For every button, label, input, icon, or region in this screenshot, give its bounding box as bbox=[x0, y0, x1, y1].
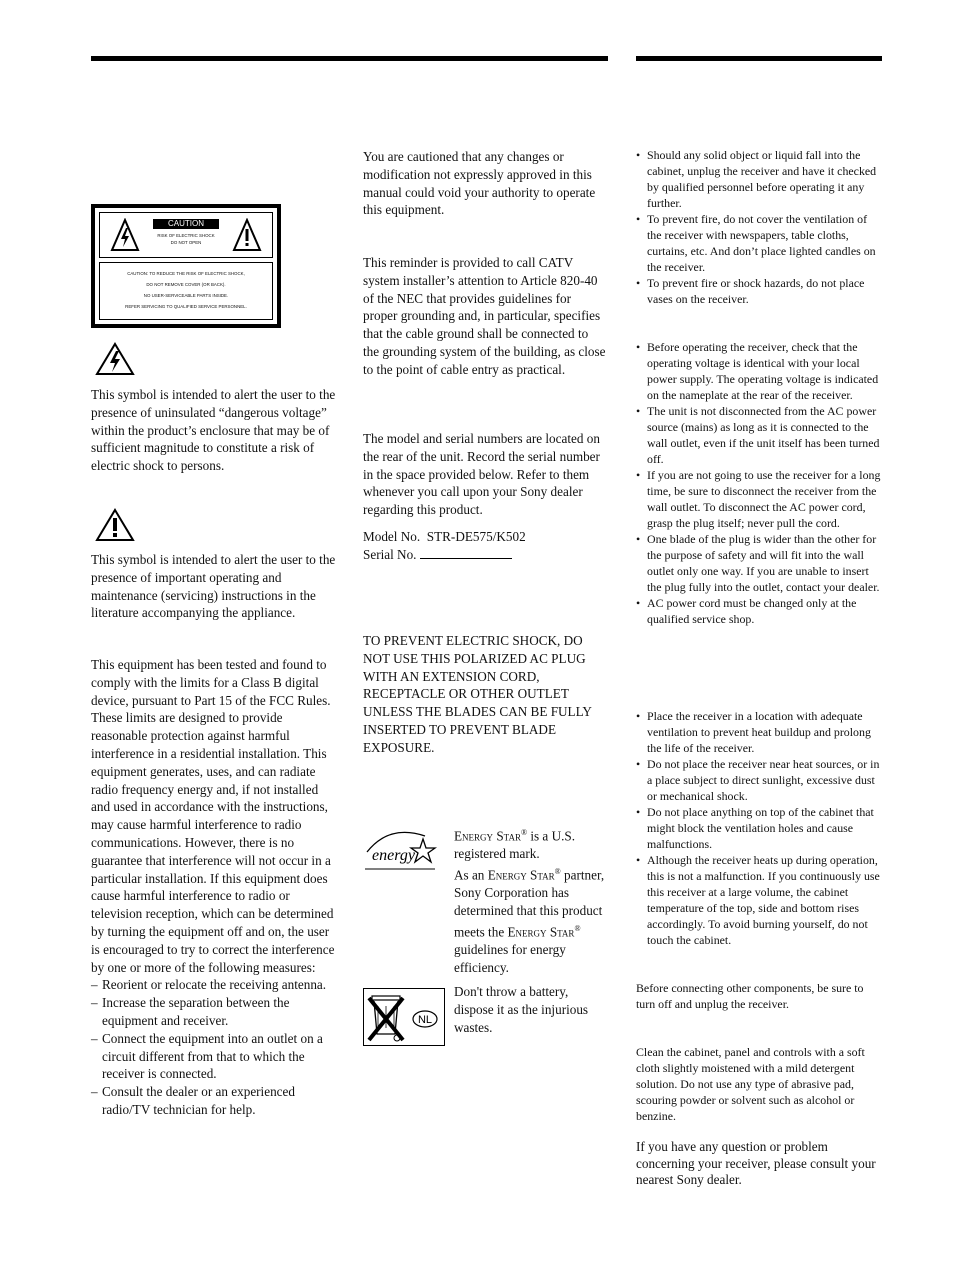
fcc-paragraph-2: These limits are designed to provide reasonable protection against harmful interference in a residential installation. This equipment generates, uses, and can radiate radio frequency energy and, if not installed and used in accordance with the instructions, may cause harmful interference to radio communications. However, there is no guarantee that interference will not occur in a particular installation. If this equipment does cause harmful interference to radio or television reception, which can be determined by turning the equipment off and on, the user is encouraged to try to correct the interference by one or more of the following measures: bbox=[91, 710, 335, 975]
energy-partner-text: partner, Sony Corporation has determined that this product meets the bbox=[454, 867, 605, 940]
battery-logo-text: NL bbox=[417, 1014, 433, 1026]
list-item: • To prevent fire or shock hazards, do not place vases on the receiver. bbox=[636, 275, 882, 307]
list-item: • One blade of the plug is wider than the other for the purpose of safety and will fit into the wall outlet only one way. If you are unable to insert the plug fully into the outlet, contact your dealer. bbox=[636, 531, 882, 595]
serial-number-line bbox=[363, 546, 607, 564]
battery-text bbox=[454, 983, 606, 1036]
caution-label-title: CAUTION bbox=[153, 219, 219, 229]
list-item: • Should any solid object or liquid fall into the cabinet, unplug the receiver and have it checked by qualified personnel before operating it any further. bbox=[636, 147, 882, 211]
lightning-paragraph: This symbol is intended to alert the user to the presence of uninsulated “dangerous voltage” within the product’s enclosure that may be of sufficient magnitude to constitute a risk of electric shock to persons. bbox=[91, 387, 336, 474]
list-item: – Increase the separation between the equipment and receiver. bbox=[91, 994, 336, 1030]
energy-mark-text: is a U.S. registered mark. bbox=[454, 828, 576, 862]
caution-label-line: DO NOT REMOVE COVER (OR BACK). bbox=[146, 282, 226, 287]
registered-mark: ® bbox=[574, 923, 581, 933]
serial-number-label: Serial No. bbox=[363, 546, 417, 562]
lightning-triangle-icon bbox=[95, 342, 135, 376]
caution-label-sub1: RISK OF ELECTRIC SHOCK bbox=[157, 233, 215, 238]
fcc-measures-list bbox=[91, 976, 336, 1118]
serial-number-blank bbox=[420, 546, 512, 559]
model-number-value: STR-DE575/K502 bbox=[426, 528, 526, 544]
connecting-section bbox=[636, 980, 882, 1012]
fcc-paragraph-1: This equipment has been tested and found to comply with the limits for a Class B digital device, pursuant to Part 15 of the FCC Rules. bbox=[91, 657, 331, 708]
power-section bbox=[636, 339, 882, 627]
list-item: • AC power cord must be changed only at the qualified service shop. bbox=[636, 595, 882, 627]
list-item: – Reorient or relocate the receiving antenna. bbox=[91, 976, 336, 994]
energy-star-text bbox=[454, 824, 606, 977]
left-header-rule bbox=[91, 56, 608, 61]
energy-star-logo bbox=[363, 822, 439, 872]
caution-label-text bbox=[99, 262, 273, 320]
cleaning-section bbox=[636, 1044, 882, 1124]
power-list bbox=[636, 339, 882, 627]
list-item: • The unit is not disconnected from the AC power source (mains) as long as it is connected to the wall outlet, even if the unit itself has been turned off. bbox=[636, 403, 882, 467]
caution-label-line: CAUTION: TO REDUCE THE RISK OF ELECTRIC SHOCK, bbox=[127, 271, 245, 276]
safety-list bbox=[636, 147, 882, 307]
list-item: • Do not place the receiver near heat sources, or in a place subject to direct sunlight, excessive dust or mechanical shock. bbox=[636, 756, 882, 804]
energy-star-term: Energy Star bbox=[507, 924, 575, 940]
closing-note bbox=[636, 1139, 882, 1189]
registered-mark: ® bbox=[554, 866, 561, 876]
battery-paragraph: Don't throw a battery, dispose it as the injurious wastes. bbox=[454, 984, 589, 1035]
caution-label-sub2: DO NOT OPEN bbox=[170, 240, 202, 245]
caution-label-top bbox=[99, 212, 273, 258]
right-header-rule bbox=[636, 56, 882, 61]
list-item: • Although the receiver heats up during operation, this is not a malfunction. If you continuously use this receiver at a large volume, the cabinet temperature of the top, side and bottom rises accordingly. To avoid burning yourself, do not touch the cabinet. bbox=[636, 852, 882, 948]
registered-mark: ® bbox=[520, 828, 528, 837]
polarized-plug-warning bbox=[363, 632, 607, 757]
energy-star-paragraph bbox=[454, 824, 606, 863]
cleaning-paragraph: Clean the cabinet, panel and controls with a soft cloth slightly moistened with a mild detergent solution. Do not use any type of abrasive pad, scouring powder or solvent such as alcohol or benzine. bbox=[636, 1045, 865, 1123]
fcc-notice bbox=[91, 656, 336, 1119]
lightning-symbol-text bbox=[91, 386, 336, 475]
connecting-paragraph: Before connecting other components, be sure to turn off and unplug the receiver. bbox=[636, 981, 864, 1011]
list-item: • If you are not going to use the receiver for a long time, be sure to disconnect the receiver from the wall outlet. To disconnect the AC power cord, grasp the plug itself; never pull the cord. bbox=[636, 467, 882, 531]
owners-record bbox=[363, 430, 607, 564]
installation-section bbox=[636, 708, 882, 948]
changes-paragraph: You are cautioned that any changes or modification not expressly approved in this manual could void your authority to operate this equipment. bbox=[363, 149, 596, 218]
model-info-paragraph: The model and serial numbers are located on the rear of the unit. Record the serial number in the space provided below. Refer to them whenever you call upon your Sony dealer regarding this product. bbox=[363, 431, 600, 518]
model-number-line bbox=[363, 528, 607, 546]
list-item: • Do not place anything on top of the cabinet that might block the ventilation holes and cause malfunctions. bbox=[636, 804, 882, 852]
energy-partner-paragraph bbox=[454, 863, 606, 977]
list-item: – Consult the dealer or an experienced radio/TV technician for help. bbox=[91, 1083, 336, 1119]
installation-list bbox=[636, 708, 882, 948]
closing-paragraph: If you have any question or problem concerning your receiver, please consult your nearest Sony dealer. bbox=[636, 1139, 876, 1188]
caution-label-line: NO USER-SERVICEABLE PARTS INSIDE. bbox=[143, 293, 229, 298]
caution-label-line: REFER SERVICING TO QUALIFIED SERVICE PERSONNEL. bbox=[125, 304, 247, 309]
exclamation-symbol-text bbox=[91, 551, 336, 622]
list-item: • To prevent fire, do not cover the ventilation of the receiver with newspapers, table cloths, curtains, etc. And don’t place lighted candles on the receiver. bbox=[636, 211, 882, 275]
list-item: – Connect the equipment into an outlet on a circuit different from that to which the receiver is connected. bbox=[91, 1030, 336, 1083]
caution-label-subtitle bbox=[150, 232, 222, 246]
catv-paragraph: This reminder is provided to call CATV system installer’s attention to Article 820-40 of the NEC that provides guidelines for proper grounding and, in particular, specifies that the cable ground shall be connected to the grounding system of the building, as close to the point of cable entry as practical. bbox=[363, 255, 606, 377]
energy-guidelines-text: guidelines for energy efficiency. bbox=[454, 941, 566, 975]
list-item: • Before operating the receiver, check that the operating voltage is identical with your local power supply. The operating voltage is indicated on the nameplate at the rear of the receiver. bbox=[636, 339, 882, 403]
catv-notice bbox=[363, 254, 607, 379]
exclamation-warning-icon bbox=[232, 218, 262, 252]
exclamation-paragraph: This symbol is intended to alert the user to the presence of important operating and maintenance (servicing) instructions in the literature accompanying the appliance. bbox=[91, 552, 336, 621]
safety-section bbox=[636, 147, 882, 307]
model-number-label: Model No. bbox=[363, 528, 421, 544]
energy-logo-text: energy bbox=[372, 847, 415, 864]
energy-star-term: Energy Star bbox=[487, 867, 555, 883]
energy-as-an: As an bbox=[454, 867, 488, 883]
energy-star-term: Energy Star bbox=[454, 828, 521, 844]
list-item: • Place the receiver in a location with adequate ventilation to prevent heat buildup and prolong the life of the receiver. bbox=[636, 708, 882, 756]
polarized-paragraph: TO PREVENT ELECTRIC SHOCK, DO NOT USE THIS POLARIZED AC PLUG WITH AN EXTENSION CORD, RECEPTACLE OR OTHER OUTLET UNLESS THE BLADES CAN BE FULLY INSERTED TO PREVENT BLADE EXPOSURE. bbox=[363, 633, 592, 755]
exclamation-triangle-icon bbox=[95, 508, 135, 542]
changes-notice bbox=[363, 148, 607, 219]
battery-disposal-icon bbox=[363, 988, 445, 1046]
caution-label bbox=[91, 204, 281, 328]
lightning-warning-icon bbox=[110, 218, 140, 252]
